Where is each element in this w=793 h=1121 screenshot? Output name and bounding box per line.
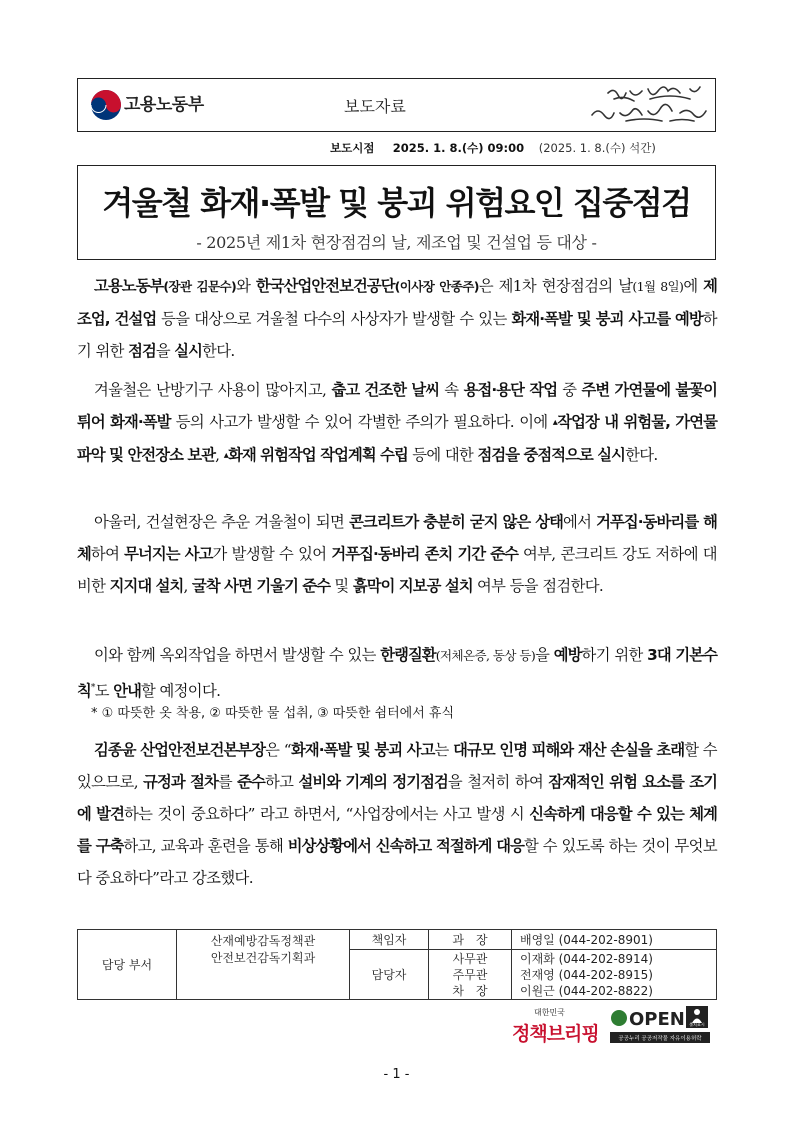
text: 하는 것이 중요하다” 라고 하면서, “사업장에서는 사고 발생 시 — [123, 805, 530, 823]
text: 에 — [683, 277, 704, 295]
org-note: (이사장 안종주) — [394, 279, 479, 294]
text: 이와 함께 옥외작업을 하면서 발생할 수 있는 — [94, 646, 381, 664]
position-title: 사무관 — [452, 951, 488, 966]
emphasis: 점검 — [128, 342, 156, 360]
text: 아울러, 건설현장은 추운 겨울철이 되면 — [94, 513, 349, 531]
emphasis: 3대 기본수칙 — [77, 646, 717, 701]
emphasis: 대규모 인명 피해와 재산 손실을 초래 — [453, 741, 685, 759]
text: 및 — [330, 577, 353, 595]
text: 하고, 교육과 훈련을 통해 — [123, 837, 288, 855]
emphasis: 김종윤 산업안전보건본부장 — [94, 741, 266, 759]
text: 가 발생할 수 있어 — [212, 545, 332, 563]
emphasis: 주변 가연물에 불꽃이 튀어 화재·폭발 — [77, 381, 717, 431]
emphasis: 거푸집·동바리 존치 기간 준수 — [331, 545, 519, 563]
text: 을 — [155, 342, 175, 360]
text: 여부 등을 점검한다. — [472, 577, 604, 595]
emphasis: 화재·폭발 및 붕괴 사고 — [290, 741, 435, 759]
paragraph-4 — [77, 639, 717, 707]
emphasis: 잠재적인 위험 요소를 조기에 발견 — [77, 773, 717, 823]
org-name: 한국산업안전보건공단 — [255, 277, 395, 295]
open-badge-text: 출처표시 — [689, 1022, 705, 1027]
emphasis: 화재 위험작업 작업계획 수립 — [228, 446, 408, 464]
text: 을 철저히 하여 — [447, 773, 549, 791]
emphasis: 굴착 사면 기울기 준수 — [191, 577, 331, 595]
text: 을 — [535, 646, 554, 664]
emphasis: 화재·폭발 및 붕괴 사고를 예방 — [511, 310, 703, 328]
unit-name: 안전보건감독기획과 — [210, 951, 316, 965]
position-title: 차 장 — [452, 983, 488, 998]
text: 할 예정이다. — [141, 682, 221, 701]
emphasis: 신속하게 대응할 수 있는 체계를 구축 — [77, 805, 717, 855]
page-title: 겨울철 화재·폭발 및 붕괴 위험요인 집중점검 — [102, 184, 691, 222]
emphasis: 콘크리트가 충분히 굳지 않은 상태 — [348, 513, 563, 531]
paragraph-5 — [77, 734, 717, 894]
emphasis: 지지대 설치 — [109, 577, 184, 595]
text: 은 “ — [265, 741, 291, 759]
briefing-small-text: 대한민국 — [534, 1008, 565, 1017]
date-note: (1월 8일) — [632, 279, 684, 294]
org-name: 고용노동부 — [94, 277, 164, 295]
contact-name: 배영일 (044-202-8901) — [512, 930, 717, 950]
unit-name: 산재예방감독정책관 — [210, 934, 316, 948]
position-titles — [429, 950, 512, 1000]
contact-name: 이원근 (044-202-8822) — [520, 983, 653, 998]
paragraph-3 — [77, 506, 717, 602]
text: 한다. — [202, 342, 235, 360]
emphasis: 준수 — [237, 773, 265, 791]
policy-briefing-logo — [510, 1006, 602, 1046]
text: 를 — [217, 773, 238, 791]
text: , — [215, 446, 224, 464]
emphasis: 작업장 내 위험물, 가연물 파악 및 안전장소 보관 — [77, 413, 717, 464]
emphasis: 무너지는 사고 — [124, 545, 213, 563]
text: 여부, 콘크리트 강도 저하에 대비한 — [77, 545, 717, 595]
emphasis: 점검을 중점적으로 실시 — [477, 446, 626, 464]
emphasis: 안내 — [113, 682, 142, 701]
text: 하여 — [90, 545, 125, 563]
kogl-open-logo — [610, 1005, 710, 1043]
page-subtitle: - 2025년 제1차 현장점검의 날, 제조업 및 건설업 등 대상 - — [196, 233, 597, 252]
paragraph-1 — [77, 270, 717, 367]
text: 할 수 있으므로, — [77, 741, 717, 791]
contact-name: 전재영 (044-202-8915) — [520, 967, 653, 982]
text: 와 — [236, 277, 256, 295]
press-header — [77, 78, 716, 132]
org-note: (장관 김문수) — [163, 279, 237, 294]
open-text: OPEN — [629, 1009, 685, 1030]
emphasis: 설비와 기계의 정기점검 — [298, 773, 448, 791]
text: 은 제1차 현장점검의 날 — [478, 277, 633, 295]
handwritten-slogan — [530, 83, 710, 129]
text: , — [183, 577, 192, 595]
emphasis: 실시 — [174, 342, 203, 360]
text: 겨울철은 난방기구 사용이 많아지고, — [94, 381, 332, 399]
emphasis: 예방 — [553, 646, 582, 664]
emphasis: 제조업, 건설업 — [77, 277, 717, 328]
role-label: 담당자 — [350, 950, 429, 1000]
position-title: 과 장 — [429, 930, 512, 950]
release-paper: (2025. 1. 8.(수) 석간) — [538, 141, 656, 155]
dept-label: 담당 부서 — [78, 930, 177, 1000]
emphasis: 춥고 건조한 날씨 — [331, 381, 440, 399]
text: 중 — [557, 381, 582, 399]
briefing-big-text: 정책브리핑 — [512, 1023, 599, 1045]
ministry-name: 고용노동부 — [124, 95, 204, 115]
open-circle-icon — [611, 1010, 627, 1026]
bullet-icon: ▴ — [223, 450, 229, 461]
text: 한다. — [625, 446, 658, 464]
footnote-mark: * — [90, 683, 95, 693]
emphasis: 한랭질환 — [380, 646, 436, 664]
release-time — [330, 140, 656, 156]
release-label: 보도시점 — [330, 141, 375, 155]
document-type: 보도자료 — [344, 97, 406, 116]
role-label: 책임자 — [350, 930, 429, 950]
emphasis: 비상상황에서 신속하고 적절하게 대응 — [287, 837, 524, 855]
emphasis: 거푸집·동바리를 해체 — [77, 513, 718, 563]
text: 도 — [94, 682, 114, 701]
text: 는 — [434, 741, 454, 759]
contact-name: 이재화 (044-202-8914) — [520, 951, 653, 966]
contact-table — [77, 929, 717, 1000]
text: 등에 대한 — [407, 446, 478, 464]
emphasis: 용접·용단 작업 — [463, 381, 558, 399]
note: (저체온증, 동상 등) — [435, 648, 536, 663]
emphasis: 규정과 절차 — [143, 773, 218, 791]
paragraph-2 — [77, 374, 717, 472]
text: 속 — [439, 381, 464, 399]
text: 하기 위한 — [77, 310, 717, 360]
position-title: 주무관 — [452, 967, 488, 982]
contact-names — [512, 950, 717, 1000]
text: 에서 — [563, 513, 597, 531]
text: 하기 위한 — [581, 646, 648, 664]
title-box — [77, 165, 716, 260]
bullet-icon: ▴ — [552, 417, 558, 428]
open-sub-text: 공공누리 공공저작물 자유이용허락 — [618, 1036, 702, 1042]
text: 할 수 있도록 하는 것이 무엇보다 중요하다”라고 강조했다. — [77, 837, 717, 887]
text: 등을 대상으로 겨울철 다수의 사상자가 발생할 수 있는 — [156, 310, 512, 328]
text: 등의 사고가 발생할 수 있어 각별한 주의가 필요하다. 이에 — [170, 413, 553, 431]
footnote: * ① 따뜻한 옷 착용, ② 따뜻한 물 섭취, ③ 따뜻한 쉼터에서 휴식 — [91, 706, 455, 721]
release-datetime: 2025. 1. 8.(수) 09:00 — [392, 141, 525, 155]
text: 하고 — [264, 773, 299, 791]
dept-units — [177, 930, 350, 1000]
page-number: - 1 - — [383, 1067, 410, 1082]
emphasis: 흙막이 지보공 설치 — [352, 577, 473, 595]
